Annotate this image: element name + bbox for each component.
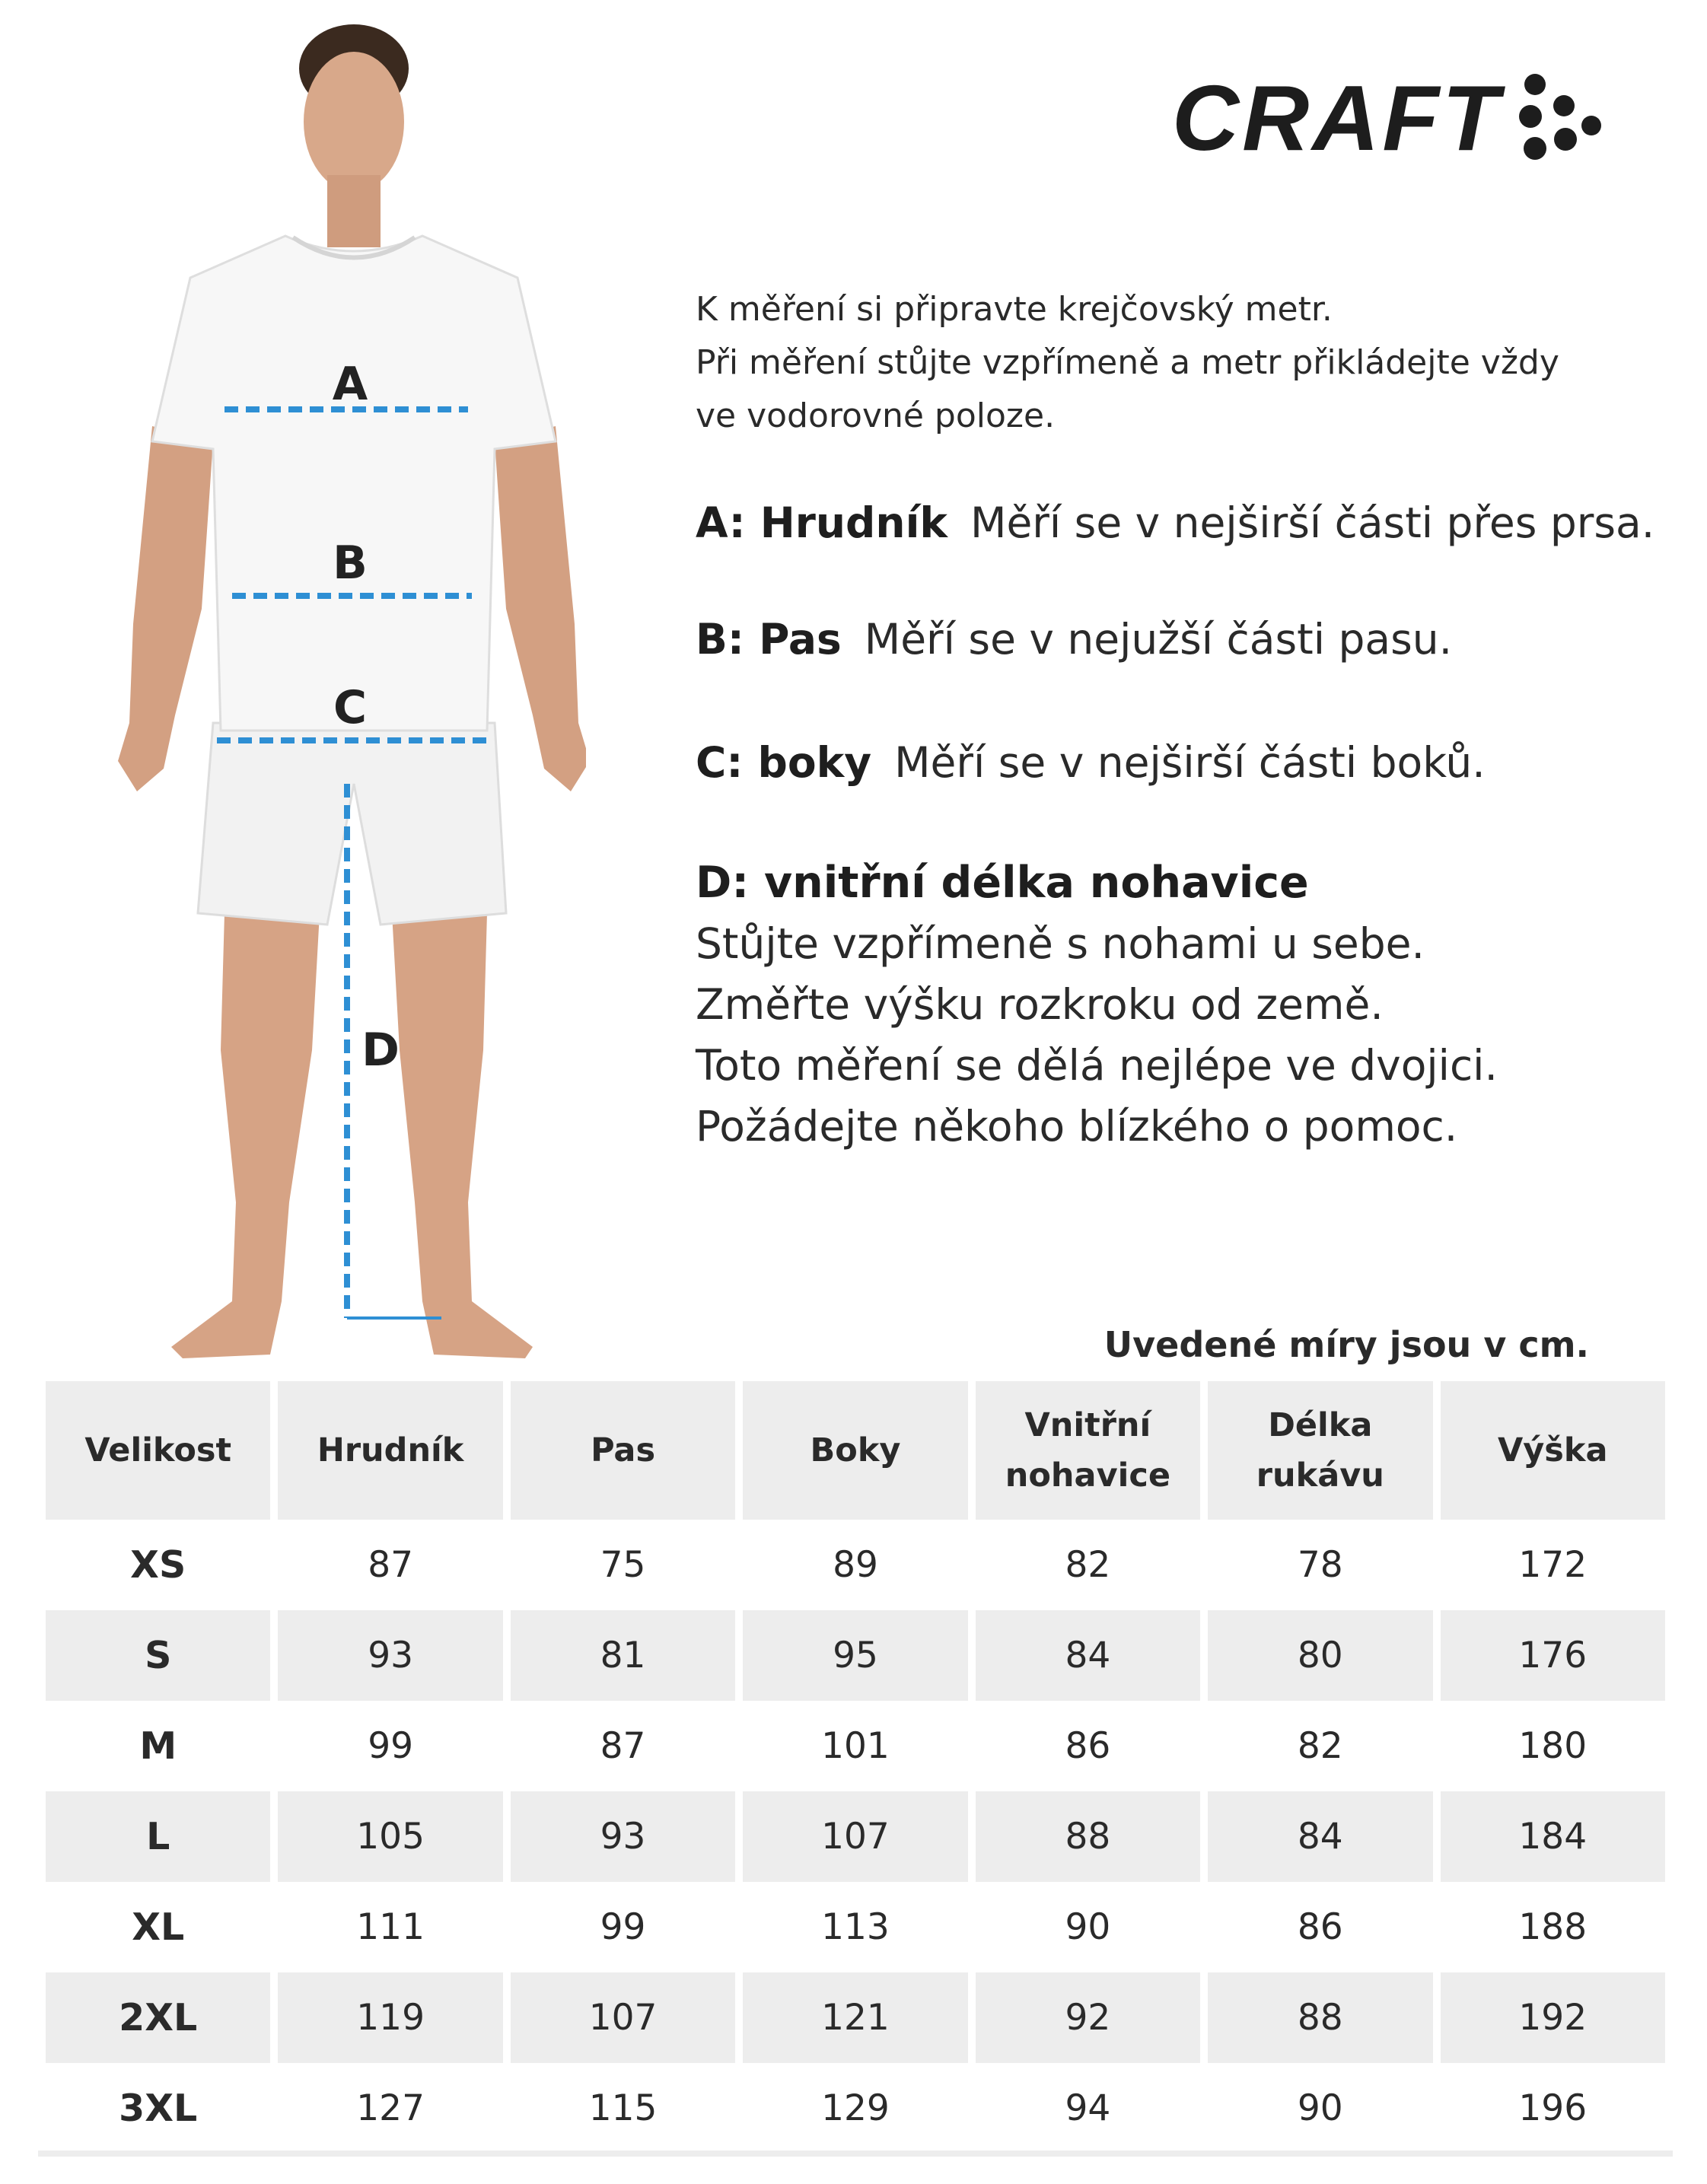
table-cell: 87: [368, 1544, 414, 1586]
cell-size: 3XL: [119, 2087, 198, 2130]
measurement-c-term: C: boky: [696, 738, 872, 787]
table-row: [46, 1791, 1665, 1882]
neck: [327, 175, 381, 247]
table-cell: 111: [356, 1906, 425, 1948]
size-table: [38, 1381, 1673, 2154]
figure-label-a: A: [332, 358, 368, 411]
right-arm: [495, 426, 586, 791]
measurement-a-term: A: Hrudník: [696, 498, 947, 547]
table-cell: 81: [511, 1610, 735, 1701]
figure-label-d: D: [361, 1024, 400, 1077]
measurement-d-line: Změřte výšku rozkroku od země.: [696, 980, 1384, 1029]
table-cell: 75: [600, 1544, 646, 1586]
right-leg: [392, 913, 533, 1358]
table-cell: 86: [1065, 1725, 1111, 1767]
table-row: [46, 1610, 1665, 1701]
table-cell: 95: [743, 1610, 967, 1701]
table-cell: 184: [1441, 1791, 1665, 1882]
table-cell: 101: [821, 1725, 890, 1767]
cell-size: M: [139, 1724, 177, 1768]
logo-wordmark: CRAFT: [1172, 66, 1502, 170]
table-cell: 172: [1518, 1544, 1588, 1586]
header-sleeve: Délka rukávu: [1208, 1381, 1432, 1520]
measurement-d: [696, 852, 1498, 1157]
table-cell: 89: [833, 1544, 878, 1586]
head: [304, 52, 404, 192]
intro-text: [696, 283, 1670, 443]
intro-line: K měření si připravte krejčovský metr.: [696, 290, 1333, 329]
measurement-b-term: B: Pas: [696, 615, 842, 664]
intro-line: Při měření stůjte vzpřímeně a metr přikládejte vždy: [696, 343, 1559, 382]
table-row: [46, 1701, 1665, 1791]
logo-dots-icon: [1518, 72, 1602, 164]
figure-label-b: B: [333, 536, 368, 590]
table-cell: 119: [278, 1972, 502, 2063]
table-cell: 176: [1441, 1610, 1665, 1701]
cell-size: 2XL: [46, 1972, 270, 2063]
table-cell: 84: [1208, 1791, 1432, 1882]
table-cell: 196: [1518, 2087, 1588, 2129]
table-cell: 113: [821, 1906, 890, 1948]
table-cell: 121: [743, 1972, 967, 2063]
table-cell: 82: [1297, 1725, 1343, 1767]
left-leg: [171, 913, 320, 1358]
table-cell: 93: [278, 1610, 502, 1701]
measurement-d-line: Stůjte vzpřímeně s nohami u sebe.: [696, 919, 1425, 968]
measurement-d-line: Požádejte někoho blízkého o pomoc.: [696, 1102, 1458, 1151]
table-cell: 94: [1065, 2087, 1111, 2129]
header-hips: Boky: [743, 1381, 967, 1520]
table-cell: 99: [600, 1906, 646, 1948]
table-cell: 107: [743, 1791, 967, 1882]
measurement-b-desc: Měří se v nejužší části pasu.: [864, 615, 1453, 664]
table-cell: 90: [1297, 2087, 1343, 2129]
measurement-d-term: D: vnitřní délka nohavice: [696, 858, 1309, 908]
measurement-a: [696, 498, 1685, 547]
units-note: Uvedené míry jsou v cm.: [1103, 1324, 1589, 1365]
table-cell: 188: [1518, 1906, 1588, 1948]
table-cell: 86: [1297, 1906, 1343, 1948]
table-cell: 87: [600, 1725, 646, 1767]
table-cell: 78: [1297, 1544, 1343, 1586]
table-cell: 105: [278, 1791, 502, 1882]
table-cell: 90: [1065, 1906, 1111, 1948]
cell-size: XL: [132, 1905, 185, 1949]
table-bottom-divider: [38, 2151, 1673, 2157]
table-cell: 192: [1441, 1972, 1665, 2063]
header-waist: Pas: [511, 1381, 735, 1520]
header-size: Velikost: [46, 1381, 270, 1520]
table-cell: 107: [511, 1972, 735, 2063]
measurement-a-desc: Měří se v nejširší části přes prsa.: [970, 498, 1655, 547]
table-cell: 92: [976, 1972, 1200, 2063]
table-row: [46, 2063, 1665, 2154]
cell-size: XS: [130, 1543, 186, 1587]
left-arm: [118, 426, 213, 791]
table-cell: 84: [976, 1610, 1200, 1701]
table-row: [46, 1972, 1665, 2063]
table-cell: 88: [976, 1791, 1200, 1882]
measurement-c: [696, 738, 1685, 787]
table-cell: 93: [511, 1791, 735, 1882]
cell-size: L: [46, 1791, 270, 1882]
t-shirt: [152, 236, 556, 731]
table-cell: 88: [1208, 1972, 1432, 2063]
header-chest: Hrudník: [278, 1381, 502, 1520]
measurement-b: [696, 615, 1685, 664]
table-row: [46, 1520, 1665, 1610]
shorts: [198, 723, 506, 925]
figure-label-c: C: [333, 681, 368, 734]
table-cell: 80: [1208, 1610, 1432, 1701]
craft-logo: [1172, 66, 1602, 170]
table-row: [46, 1882, 1665, 1972]
measurement-d-line: Toto měření se dělá nejlépe ve dvojici.: [696, 1041, 1498, 1090]
intro-line: ve vodorovné poloze.: [696, 396, 1056, 435]
measurement-c-desc: Měří se v nejširší části boků.: [894, 738, 1486, 787]
table-cell: 129: [821, 2087, 890, 2129]
table-header-row: [46, 1381, 1665, 1520]
table-cell: 180: [1518, 1725, 1588, 1767]
cell-size: S: [46, 1610, 270, 1701]
header-height: Výška: [1441, 1381, 1665, 1520]
table-cell: 127: [356, 2087, 425, 2129]
table-cell: 115: [588, 2087, 658, 2129]
table-cell: 99: [368, 1725, 414, 1767]
header-inseam: Vnitřní nohavice: [976, 1381, 1200, 1520]
model-figure: [91, 15, 586, 1377]
table-cell: 82: [1065, 1544, 1111, 1586]
